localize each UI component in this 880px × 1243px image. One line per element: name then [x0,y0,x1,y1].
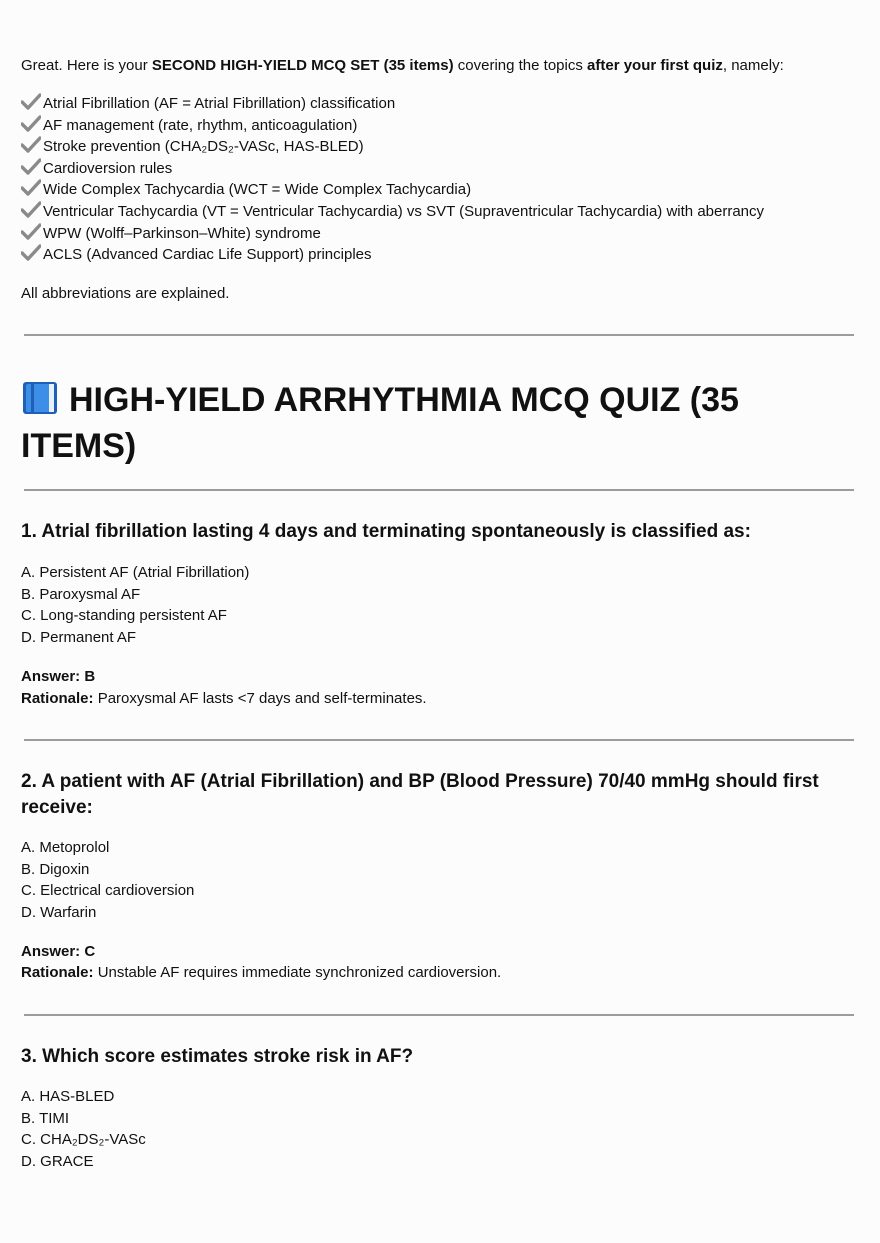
check-mark-icon [21,244,43,266]
check-mark-icon [21,201,43,223]
answer-label: Answer: [21,668,81,685]
rationale-text: Unstable AF requires immediate synchronized cardioversion. [97,964,502,981]
option-item: C. CHA₂DS₂-VASc [21,1131,146,1149]
option-item: D. Permanent AF [21,628,137,646]
topic-item [21,223,764,245]
option-item: A. Metoprolol [21,839,110,856]
topic-item [21,179,764,201]
check-mark-icon [21,93,43,115]
page-title-text: HIGH-YIELD ARRHYTHMIA MCQ QUIZ (35 ITEMS) [21,381,739,465]
rationale-text: Paroxysmal AF lasts <7 days and self-terminates. [97,690,427,707]
topic-checklist [21,93,764,266]
option-item: C. Long-standing persistent AF [21,607,227,625]
topic-item [21,201,764,223]
topic-item [21,158,764,180]
option-item: D. GRACE [21,1152,94,1170]
topic-text: Stroke prevention (CHA₂DS₂-VASc, HAS-BLED) [43,138,364,156]
topic-text: Wide Complex Tachycardia (WCT = Wide Complex Tachycardia) [43,181,472,199]
intro-bold-after: after your first quiz [587,57,723,74]
option-item: B. Paroxysmal AF [21,585,141,603]
intro-paragraph [21,55,784,77]
topic-text: ACLS (Advanced Cardiac Life Support) principles [43,246,372,264]
option-item: B. Digoxin [21,860,90,878]
check-mark-icon [21,179,43,201]
answer-value: B [84,668,96,685]
option-item: A. Persistent AF (Atrial Fibrillation) [21,564,250,581]
topic-text: AF management (rate, rhythm, anticoagulation) [43,116,358,134]
intro-middle: covering the topics [453,57,588,74]
option-item: C. Electrical cardioversion [21,882,195,900]
question-2-options [21,837,194,923]
topic-item [21,115,764,137]
answer-label: Answer: [21,943,81,960]
question-2-stem: 2. A patient with AF (Atrial Fibrillation) and BP (Blood Pressure) 70/40 mmHg should first receive: [21,771,819,818]
topic-text: Atrial Fibrillation (AF = Atrial Fibrillation) classification [43,95,396,112]
check-mark-icon [21,223,43,245]
rationale-label: Rationale: [21,690,94,707]
check-mark-icon [21,115,43,137]
divider [24,739,854,741]
topic-item [21,136,764,158]
divider [24,1014,854,1016]
divider [24,334,854,336]
intro-suffix: , namely: [722,57,784,74]
topic-item [21,93,764,115]
intro-bold-set: SECOND HIGH-YIELD MCQ SET (35 items) [151,57,454,74]
option-item: B. TIMI [21,1109,70,1127]
question-2-answer [21,941,95,963]
question-3-stem: 3. Which score estimates stroke risk in AF? [21,1046,414,1067]
question-3-options [21,1086,146,1172]
question-1-rationale [21,688,427,710]
option-item: A. HAS-BLED [21,1088,115,1105]
question-1-options [21,562,249,648]
topic-item [21,244,764,266]
abbreviation-note: All abbreviations are explained. [21,285,230,302]
page-title [21,377,861,469]
topic-text: Ventricular Tachycardia (VT = Ventricular Tachycardia) vs SVT (Supraventricular Tachycardia) with aberrancy [43,202,765,220]
check-mark-icon [21,158,43,180]
question-1-answer [21,666,95,688]
question-2-rationale [21,962,501,984]
option-item: D. Warfarin [21,903,97,921]
topic-text: Cardioversion rules [43,159,173,177]
question-1-stem: 1. Atrial fibrillation lasting 4 days and terminating spontaneously is classified as: [21,521,751,542]
intro-prefix: Great. Here is your [21,57,152,74]
blue-book-icon [21,380,59,416]
divider [24,489,854,491]
rationale-label: Rationale: [21,964,94,981]
topic-text: WPW (Wolff–Parkinson–White) syndrome [43,224,321,242]
check-mark-icon [21,136,43,158]
answer-value: C [84,943,96,960]
